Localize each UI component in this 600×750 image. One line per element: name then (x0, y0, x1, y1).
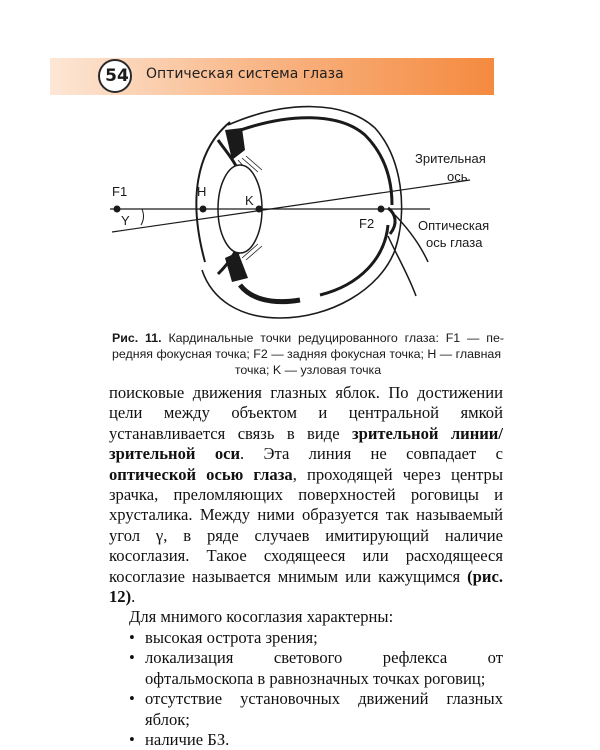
running-title: Оптическая система глаза (146, 66, 344, 82)
list-item: • наличие БЗ. (109, 730, 503, 750)
point-h (200, 206, 207, 213)
caption-line-2: редняя фокусная точка; F2 — задняя фокусная точка; H — главная (112, 347, 502, 361)
label-f2: F2 (359, 216, 375, 231)
caption-label: Рис. 11. (112, 331, 162, 345)
body-text (109, 383, 503, 750)
list-item: • локализация светового рефлекса от офтальмоскопа в равнозначных точках роговиц; (109, 648, 503, 689)
point-k (256, 206, 263, 213)
visual-axis-line (112, 180, 470, 232)
label-optical-axis-2: ось глаза (426, 235, 483, 250)
caption-line-3: точка; K — узловая точка (234, 363, 382, 377)
optic-disc (388, 208, 395, 234)
page-number: 54 (105, 66, 129, 86)
retina-band-bottom (240, 285, 300, 302)
label-gamma: Y (121, 213, 130, 228)
ciliary-body-lower (225, 252, 248, 282)
label-optical-axis-1: Оптическая (418, 218, 490, 233)
paragraph-1 (109, 383, 503, 607)
label-k: K (245, 193, 254, 208)
p1-text-e: , проходящей через центры зрачка, преломляющих поверхностей роговицы и хрусталика. Между ними образуется так называемый угол γ, в ряде случаев имитирующий наличие косоглазия. Такое сходящееся или расходящееся косоглазие называется мнимым или кажущимся (109, 464, 503, 586)
point-f2 (378, 206, 385, 213)
label-visual-axis-2: ось (447, 169, 468, 184)
p1-text-c: . Эта линия не совпадает с (240, 444, 503, 464)
term-optical-axis: оптической осью глаза (109, 464, 293, 484)
p1-text-a: поисковые движения глазных яблок. По достижении цели между объектом и центральной ямкой устанавливается связь в виде (109, 383, 503, 443)
point-f1 (114, 206, 121, 213)
figure-reference: (рис. 12) (109, 566, 503, 607)
eye-diagram (95, 100, 505, 330)
caption-line-1: Кардинальные точки редуцированного глаза: F1 — пе- (161, 331, 504, 345)
optic-nerve-lower (388, 236, 416, 296)
figure-caption (112, 330, 504, 378)
list-item: • отсутствие установочных движений глазных яблок; (109, 689, 503, 730)
list-lead: Для мнимого косоглазия характерны: (129, 607, 394, 627)
gamma-arc (141, 209, 143, 225)
label-visual-axis-1: Зрительная (415, 151, 486, 166)
list-item: • высокая острота зрения; (109, 628, 503, 648)
term-visual-axis: зрительной линии/зрительной оси (109, 423, 503, 464)
symptom-list (109, 628, 503, 750)
retina-band-lower (320, 225, 388, 295)
p1-text-g: . (131, 587, 136, 607)
label-f1: F1 (112, 184, 128, 199)
label-h: H (197, 184, 207, 199)
